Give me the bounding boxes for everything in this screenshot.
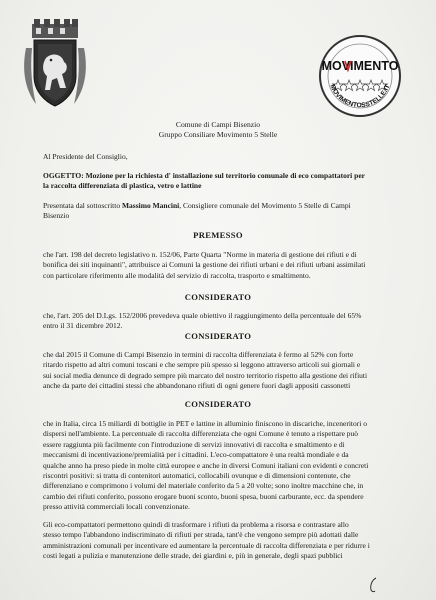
movimento-5-stelle-logo [318, 34, 402, 118]
considerato-3-line: meccanismi di incentivazione/premialità per i cittadini. L'eco-compattatore è una realtà mondiale e da [43, 450, 349, 460]
closing-line: Gli eco-compattatori permettono quindi di trasformare i rifiuti da problema a risorsa e contrastare allo [43, 520, 349, 529]
considerato-2-body [43, 350, 417, 392]
considerato-3-line: che in Italia, circa 15 miliardi di bottiglie in PET e lattine in alluminio finiscono in discariche, inceneritori o [43, 419, 367, 428]
premesso-line: che l'art. 198 del decreto legislativo n. 152/06, Parte Quarta "Norme in materia di gestione dei rifiuti e di [43, 250, 357, 259]
considerato-3-line: dispersi nell'ambiente. La percentuale di raccolta differenziata che ogni Comune è tenuto a rispettare può [43, 429, 359, 439]
considerato-3-body [43, 419, 417, 513]
considerato-1-body [43, 311, 417, 332]
considerato-3-line: essere raggiunta più facilmente con l'introduzione di servizi innovativi di raccolta e smaltimento e di [43, 439, 345, 449]
handwritten-mark-icon [367, 576, 381, 594]
section-title-considerato-3: CONSIDERATO [184, 399, 252, 409]
considerato-1-line: entro il 31 dicembre 2012. [43, 321, 123, 331]
presenter-prefix: Presentata dal sottoscritto [43, 201, 122, 210]
considerato-2-line: ritardo rispetto ad altri comuni toscani e che sempre più spesso si leggono attraverso articoli sui giornali e [43, 360, 361, 370]
document-header [0, 120, 436, 140]
considerato-3-line: qualche anno ha preso piede in molte città europee e anche in diversi Comuni italiani con evidenti e concreti [43, 460, 369, 470]
header-municipality: Comune di Campi Bisenzio [175, 120, 261, 129]
considerato-3-line: riscontri positivi: si tratta di contenitori automatici, collocabili ovunque e di dimensioni contenute, che [43, 471, 351, 481]
svg-text:MOVIMENTO: MOVIMENTO [321, 59, 399, 73]
section-title-considerato-1: CONSIDERATO [184, 292, 252, 302]
considerato-3-line: differenziano e comprimono i volumi del materiale conferito da 5 a 20 volte; sono inoltre macchine che, in [43, 481, 364, 491]
logo-ring-text: MOVIMENTOSSTELLE.IT [328, 83, 392, 110]
closing-line: stesso tempo l'abbandono indiscriminato di rifiuti per strada, tant'è che vengono sempre più adottati dalle [43, 530, 359, 540]
header-group: Gruppo Consiliare Movimento 5 Stelle [158, 130, 278, 139]
closing-line: costi legati a pulizia e manutenzione delle strade, dei giardini e, più in generale, degli spazi pubblici [43, 551, 343, 561]
presenter-suffix: , Consigliere comunale del Movimento 5 Stelle di Campi [179, 201, 351, 210]
closing-line: amministrazioni comunali per incentivare ed aumentare la percentuale di raccolta differenziata e per ridurre i [43, 540, 370, 550]
municipal-crest-icon [22, 18, 88, 110]
considerato-2-line: che dal 2015 il Comune di Campi Bisenzio in termini di raccolta differenziata è fermo al 52% con forte [43, 350, 354, 359]
premesso-body [43, 250, 417, 281]
premesso-line: con particolare riferimento alle modalità del servizio di raccolta, trasporto e smaltimento. [43, 270, 311, 280]
presenter-block [43, 201, 417, 222]
considerato-2-line: anche da parte dei cittadini stessi che abbandonano rifiuti di ogni genere fuori dagli appositi cassonetti [43, 381, 351, 391]
addressee: Al Presidente del Consiglio, [43, 152, 128, 161]
presenter-name: Massimo Mancini [121, 201, 180, 210]
presenter-line-2: Bisenzio [43, 211, 70, 221]
oggetto-block [43, 171, 417, 192]
premesso-line: bonifica dei siti inquinanti", attribuisce ai Comuni la gestione dei rifiuti urbani e dei rifiuti urbani assimilati [43, 260, 366, 270]
oggetto-line-1: OGGETTO: Mozione per la richiesta d' installazione sul territorio comunale di eco compattatori per [43, 171, 365, 180]
section-title-premesso: PREMESSO [193, 230, 243, 240]
section-title-considerato-2: CONSIDERATO [184, 331, 252, 341]
closing-body [43, 520, 417, 562]
considerato-1-line: che, l'art. 205 del D.Lgs. 152/2006 prevedeva quale obiettivo il raggiungimento della percentuale del 65% [43, 311, 362, 320]
considerato-3-line: cambio dei rifiuti conferito, possono erogare buoni sconto, buoni spesa, buoni carburante, ecc. da spendere [43, 491, 364, 501]
considerato-2-line: sui social media denunce di degrado sempre più marcato del nostro territorio rispetto alla gestione dei rifiuti [43, 370, 368, 380]
oggetto-line-2: la raccolta differenziata di plastica, vetro e lattine [43, 181, 202, 191]
considerato-3-line: presso attività commerciali locali convenzionate. [43, 502, 190, 512]
